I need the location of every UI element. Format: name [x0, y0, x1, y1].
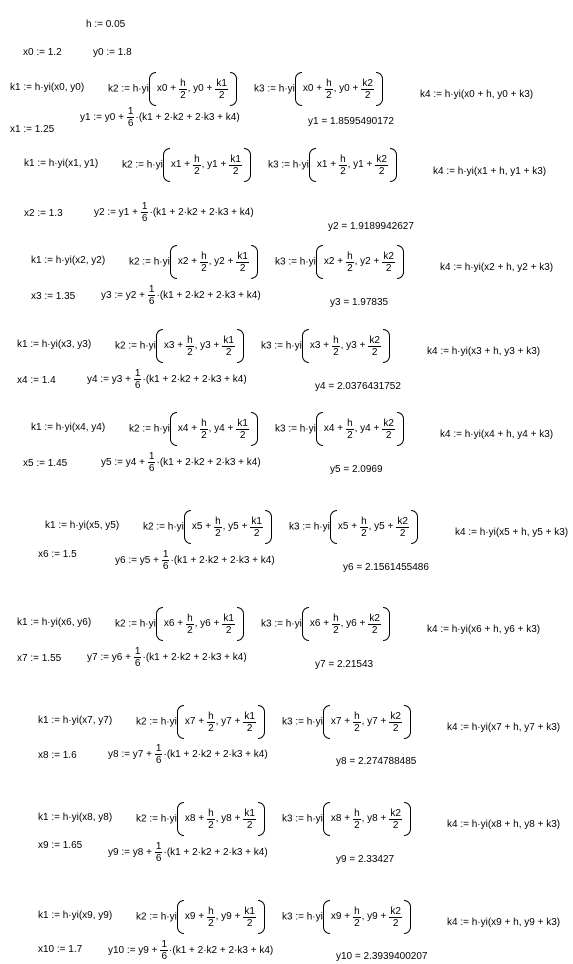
k3-definition[interactable]: k3 := h·yi x3 + h 2 , y3 + k2 2: [261, 329, 390, 363]
k2-definition[interactable]: k2 := h·yi x2 + h 2 , y2 + k1 2: [129, 245, 258, 279]
y-result[interactable]: y9 = 2.33427: [336, 854, 395, 865]
k2-definition[interactable]: k2 := h·yi x0 + h 2 , y0 + k1 2: [108, 72, 237, 106]
k-over-2-fraction: k2 2: [390, 807, 401, 831]
left-paren: [156, 607, 163, 641]
y-result[interactable]: y7 = 2.21543: [315, 659, 374, 670]
k2-definition[interactable]: k2 := h·yi x8 + h 2 , y8 + k1 2: [136, 802, 265, 836]
y0-definition[interactable]: y0 := 1.8: [93, 47, 132, 58]
k4-definition[interactable]: k4 := h·yi(x1 + h, y1 + k3): [433, 166, 547, 177]
y-next-definition[interactable]: y10 := y9 + $\frac{1}{6}$ ·(k1 + 2·k2 + 2·k3 + k4): [108, 939, 274, 962]
paren-group: x2 + h 2 , y2 + k2 2: [316, 245, 404, 279]
left-paren: [184, 510, 191, 544]
y-result[interactable]: y5 = 2.0969: [330, 464, 383, 475]
paren-group: x4 + h 2 , y4 + k1 2: [170, 412, 258, 446]
k1-definition[interactable]: k1 := h·yi(x4, y4): [31, 422, 106, 433]
y-next-definition[interactable]: y8 := y7 + $\frac{1}{6}$ ·(k1 + 2·k2 + 2·k3 + k4): [108, 743, 268, 766]
k2-definition[interactable]: k2 := h·yi x6 + h 2 , y6 + k1 2: [115, 607, 244, 641]
one-sixth-fraction: $\frac{1}{6}$: [134, 646, 141, 669]
paren-group: x1 + h 2 , y1 + k2 2: [309, 148, 397, 182]
right-paren: [397, 412, 404, 446]
paren-group: x5 + h 2 , y5 + k1 2: [184, 510, 272, 544]
paren-group: x7 + h 2 , y7 + k2 2: [323, 705, 411, 739]
left-paren: [316, 412, 323, 446]
one-sixth-fraction: $\frac{1}{6}$: [148, 284, 155, 307]
h-over-2-fraction: h 2: [347, 417, 353, 441]
x-next-definition[interactable]: x5 := 1.45: [23, 458, 68, 469]
one-sixth-fraction: $\frac{1}{6}$: [141, 201, 148, 224]
left-paren: [156, 329, 163, 363]
k1-definition[interactable]: k1 := h·yi(x6, y6): [17, 617, 92, 628]
k3-definition[interactable]: k3 := h·yi x4 + h 2 , y4 + k2 2: [275, 412, 404, 446]
h-over-2-fraction: h 2: [354, 807, 360, 831]
k1-definition[interactable]: k1 := h·yi(x2, y2): [31, 255, 106, 266]
paren-group: x1 + h 2 , y1 + k1 2: [163, 148, 251, 182]
paren-group: x6 + h 2 , y6 + k2 2: [302, 607, 390, 641]
h-over-2-fraction: h 2: [194, 153, 200, 177]
k1-definition[interactable]: k1 := h·yi(x8, y8): [38, 812, 113, 823]
left-paren: [177, 900, 184, 934]
h-over-2-fraction: h 2: [208, 905, 214, 929]
y-next-definition[interactable]: y3 := y2 + $\frac{1}{6}$ ·(k1 + 2·k2 + 2·k3 + k4): [101, 284, 261, 307]
left-paren: [163, 148, 170, 182]
k4-definition[interactable]: k4 := h·yi(x7 + h, y7 + k3): [447, 722, 561, 733]
k3-definition[interactable]: k3 := h·yi x7 + h 2 , y7 + k2 2: [282, 705, 411, 739]
paren-group: x7 + h 2 , y7 + k1 2: [177, 705, 265, 739]
left-paren: [170, 412, 177, 446]
k1-definition[interactable]: k1 := h·yi(x3, y3): [17, 339, 92, 350]
h-over-2-fraction: h 2: [208, 710, 214, 734]
h-over-2-fraction: h 2: [208, 807, 214, 831]
paren-group: x3 + h 2 , y3 + k1 2: [156, 329, 244, 363]
right-paren: [383, 329, 390, 363]
right-paren: [251, 412, 258, 446]
k3-definition[interactable]: k3 := h·yi x6 + h 2 , y6 + k2 2: [261, 607, 390, 641]
k-over-2-fraction: k2 2: [383, 417, 394, 441]
k1-definition[interactable]: k1 := h·yi(x7, y7): [38, 715, 113, 726]
h-over-2-fraction: h 2: [354, 710, 360, 734]
k-over-2-fraction: k1 2: [244, 807, 255, 831]
y-result[interactable]: y10 = 2.3939400207: [336, 951, 428, 962]
one-sixth-fraction: $\frac{1}{6}$: [127, 106, 134, 129]
h-over-2-fraction: h 2: [354, 905, 360, 929]
right-paren: [251, 245, 258, 279]
k-over-2-fraction: k2 2: [369, 334, 380, 358]
one-sixth-fraction: $\frac{1}{6}$: [155, 841, 162, 864]
k4-definition[interactable]: k4 := h·yi(x4 + h, y4 + k3): [440, 429, 554, 440]
left-paren: [177, 705, 184, 739]
h-definition[interactable]: h := 0.05: [86, 19, 126, 30]
left-paren: [316, 245, 323, 279]
left-paren: [302, 329, 309, 363]
k2-definition[interactable]: k2 := h·yi x7 + h 2 , y7 + k1 2: [136, 705, 265, 739]
left-paren: [309, 148, 316, 182]
y-next-definition[interactable]: y9 := y8 + $\frac{1}{6}$ ·(k1 + 2·k2 + 2·k3 + k4): [108, 841, 268, 864]
k1-definition[interactable]: k1 := h·yi(x9, y9): [38, 910, 113, 921]
h-over-2-fraction: h 2: [187, 612, 193, 636]
left-paren: [330, 510, 337, 544]
k-over-2-fraction: k1 2: [237, 250, 248, 274]
left-paren: [177, 802, 184, 836]
k-over-2-fraction: k2 2: [390, 710, 401, 734]
k3-definition[interactable]: k3 := h·yi x5 + h 2 , y5 + k2 2: [289, 510, 418, 544]
h-over-2-fraction: h 2: [333, 612, 339, 636]
right-paren: [404, 802, 411, 836]
right-paren: [265, 510, 272, 544]
k3-definition[interactable]: k3 := h·yi x0 + h 2 , y0 + k2 2: [254, 72, 383, 106]
h-over-2-fraction: h 2: [326, 77, 332, 101]
left-paren: [323, 802, 330, 836]
right-paren: [383, 607, 390, 641]
right-paren: [404, 900, 411, 934]
k4-definition[interactable]: k4 := h·yi(x3 + h, y3 + k3): [427, 346, 541, 357]
k2-definition[interactable]: k2 := h·yi x5 + h 2 , y5 + k1 2: [143, 510, 272, 544]
right-paren: [397, 245, 404, 279]
y-next-definition[interactable]: y5 := y4 + $\frac{1}{6}$ ·(k1 + 2·k2 + 2·k3 + k4): [101, 451, 261, 474]
h-over-2-fraction: h 2: [201, 250, 207, 274]
x-next-definition[interactable]: x6 := 1.5: [38, 549, 77, 560]
k4-definition[interactable]: k4 := h·yi(x8 + h, y8 + k3): [447, 819, 561, 830]
k4-definition[interactable]: k4 := h·yi(x6 + h, y6 + k3): [427, 624, 541, 635]
y-result[interactable]: y1 = 1.8595490172: [308, 116, 394, 127]
left-paren: [149, 72, 156, 106]
h-over-2-fraction: h 2: [187, 334, 193, 358]
y-next-definition[interactable]: y1 := y0 + $\frac{1}{6}$ ·(k1 + 2·k2 + 2·k3 + k4): [80, 106, 240, 129]
k-over-2-fraction: k2 2: [362, 77, 373, 101]
paren-group: x2 + h 2 , y2 + k1 2: [170, 245, 258, 279]
k3-definition[interactable]: k3 := h·yi x9 + h 2 , y9 + k2 2: [282, 900, 411, 934]
k3-definition[interactable]: k3 := h·yi x1 + h 2 , y1 + k2 2: [268, 148, 397, 182]
left-paren: [323, 705, 330, 739]
right-paren: [404, 705, 411, 739]
right-paren: [390, 148, 397, 182]
paren-group: x9 + h 2 , y9 + k1 2: [177, 900, 265, 934]
k1-definition[interactable]: k1 := h·yi(x0, y0): [10, 82, 85, 93]
k-over-2-fraction: k2 2: [397, 515, 408, 539]
one-sixth-fraction: $\frac{1}{6}$: [161, 939, 168, 962]
k-over-2-fraction: k1 2: [251, 515, 262, 539]
h-over-2-fraction: h 2: [347, 250, 353, 274]
x-next-definition[interactable]: x1 := 1.25: [10, 124, 55, 135]
y-next-definition[interactable]: y6 := y5 + $\frac{1}{6}$ ·(k1 + 2·k2 + 2·k3 + k4): [115, 549, 275, 572]
k-over-2-fraction: k2 2: [383, 250, 394, 274]
one-sixth-fraction: $\frac{1}{6}$: [148, 451, 155, 474]
paren-group: x4 + h 2 , y4 + k2 2: [316, 412, 404, 446]
k-over-2-fraction: k2 2: [376, 153, 387, 177]
k4-definition[interactable]: k4 := h·yi(x5 + h, y5 + k3): [455, 527, 569, 538]
k-over-2-fraction: k1 2: [237, 417, 248, 441]
y-result[interactable]: y4 = 2.0376431752: [315, 381, 401, 392]
left-paren: [295, 72, 302, 106]
k1-definition[interactable]: k1 := h·yi(x5, y5): [45, 520, 120, 531]
one-sixth-fraction: $\frac{1}{6}$: [134, 368, 141, 391]
h-over-2-fraction: h 2: [333, 334, 339, 358]
k2-definition[interactable]: k2 := h·yi x3 + h 2 , y3 + k1 2: [115, 329, 244, 363]
h-over-2-fraction: h 2: [361, 515, 367, 539]
k2-definition[interactable]: k2 := h·yi x9 + h 2 , y9 + k1 2: [136, 900, 265, 934]
paren-group: x0 + h 2 , y0 + k2 2: [295, 72, 383, 106]
right-paren: [376, 72, 383, 106]
k-over-2-fraction: k1 2: [230, 153, 241, 177]
x-next-definition[interactable]: x2 := 1.3: [24, 208, 63, 219]
k-over-2-fraction: k1 2: [223, 612, 234, 636]
right-paren: [237, 607, 244, 641]
k4-definition[interactable]: k4 := h·yi(x0 + h, y0 + k3): [420, 89, 534, 100]
paren-group: x3 + h 2 , y3 + k2 2: [302, 329, 390, 363]
x-next-definition[interactable]: x7 := 1.55: [17, 653, 62, 664]
paren-group: x9 + h 2 , y9 + k2 2: [323, 900, 411, 934]
k4-definition[interactable]: k4 := h·yi(x2 + h, y2 + k3): [440, 262, 554, 273]
x-next-definition[interactable]: x4 := 1.4: [17, 375, 56, 386]
y-result[interactable]: y6 = 2.1561455486: [343, 562, 429, 573]
paren-group: x0 + h 2 , y0 + k1 2: [149, 72, 237, 106]
k-over-2-fraction: k1 2: [244, 710, 255, 734]
paren-group: x8 + h 2 , y8 + k2 2: [323, 802, 411, 836]
k-over-2-fraction: k1 2: [223, 334, 234, 358]
y-next-definition[interactable]: y7 := y6 + $\frac{1}{6}$ ·(k1 + 2·k2 + 2·k3 + k4): [87, 646, 247, 669]
left-paren: [302, 607, 309, 641]
k-over-2-fraction: k1 2: [244, 905, 255, 929]
x0-definition[interactable]: x0 := 1.2: [23, 47, 62, 58]
k-over-2-fraction: k2 2: [390, 905, 401, 929]
k3-definition[interactable]: k3 := h·yi x2 + h 2 , y2 + k2 2: [275, 245, 404, 279]
right-paren: [411, 510, 418, 544]
h-over-2-fraction: h 2: [340, 153, 346, 177]
paren-group: x6 + h 2 , y6 + k1 2: [156, 607, 244, 641]
h-over-2-fraction: h 2: [201, 417, 207, 441]
k3-definition[interactable]: k3 := h·yi x8 + h 2 , y8 + k2 2: [282, 802, 411, 836]
right-paren: [258, 705, 265, 739]
right-paren: [244, 148, 251, 182]
y-result[interactable]: y2 = 1.9189942627: [328, 221, 414, 232]
k-over-2-fraction: k1 2: [216, 77, 227, 101]
k-over-2-fraction: k2 2: [369, 612, 380, 636]
x-next-definition[interactable]: x10 := 1.7: [38, 944, 83, 955]
right-paren: [230, 72, 237, 106]
right-paren: [237, 329, 244, 363]
right-paren: [258, 802, 265, 836]
y-result[interactable]: y8 = 2.274788485: [336, 756, 417, 767]
y-next-definition[interactable]: y2 := y1 + $\frac{1}{6}$ ·(k1 + 2·k2 + 2·k3 + k4): [94, 201, 254, 224]
one-sixth-fraction: $\frac{1}{6}$: [155, 743, 162, 766]
h-over-2-fraction: h 2: [215, 515, 221, 539]
y-next-definition[interactable]: y4 := y3 + $\frac{1}{6}$ ·(k1 + 2·k2 + 2·k3 + k4): [87, 368, 247, 391]
one-sixth-fraction: $\frac{1}{6}$: [162, 549, 169, 572]
k4-definition[interactable]: k4 := h·yi(x9 + h, y9 + k3): [447, 917, 561, 928]
h-over-2-fraction: h 2: [180, 77, 186, 101]
x-next-definition[interactable]: x9 := 1.65: [38, 840, 83, 851]
y-result[interactable]: y3 = 1.97835: [330, 297, 389, 308]
x-next-definition[interactable]: x8 := 1.6: [38, 750, 77, 761]
left-paren: [323, 900, 330, 934]
paren-group: x5 + h 2 , y5 + k2 2: [330, 510, 418, 544]
paren-group: x8 + h 2 , y8 + k1 2: [177, 802, 265, 836]
k2-definition[interactable]: k2 := h·yi x4 + h 2 , y4 + k1 2: [129, 412, 258, 446]
right-paren: [258, 900, 265, 934]
x-next-definition[interactable]: x3 := 1.35: [31, 291, 76, 302]
left-paren: [170, 245, 177, 279]
k1-definition[interactable]: k1 := h·yi(x1, y1): [24, 158, 99, 169]
k2-definition[interactable]: k2 := h·yi x1 + h 2 , y1 + k1 2: [122, 148, 251, 182]
